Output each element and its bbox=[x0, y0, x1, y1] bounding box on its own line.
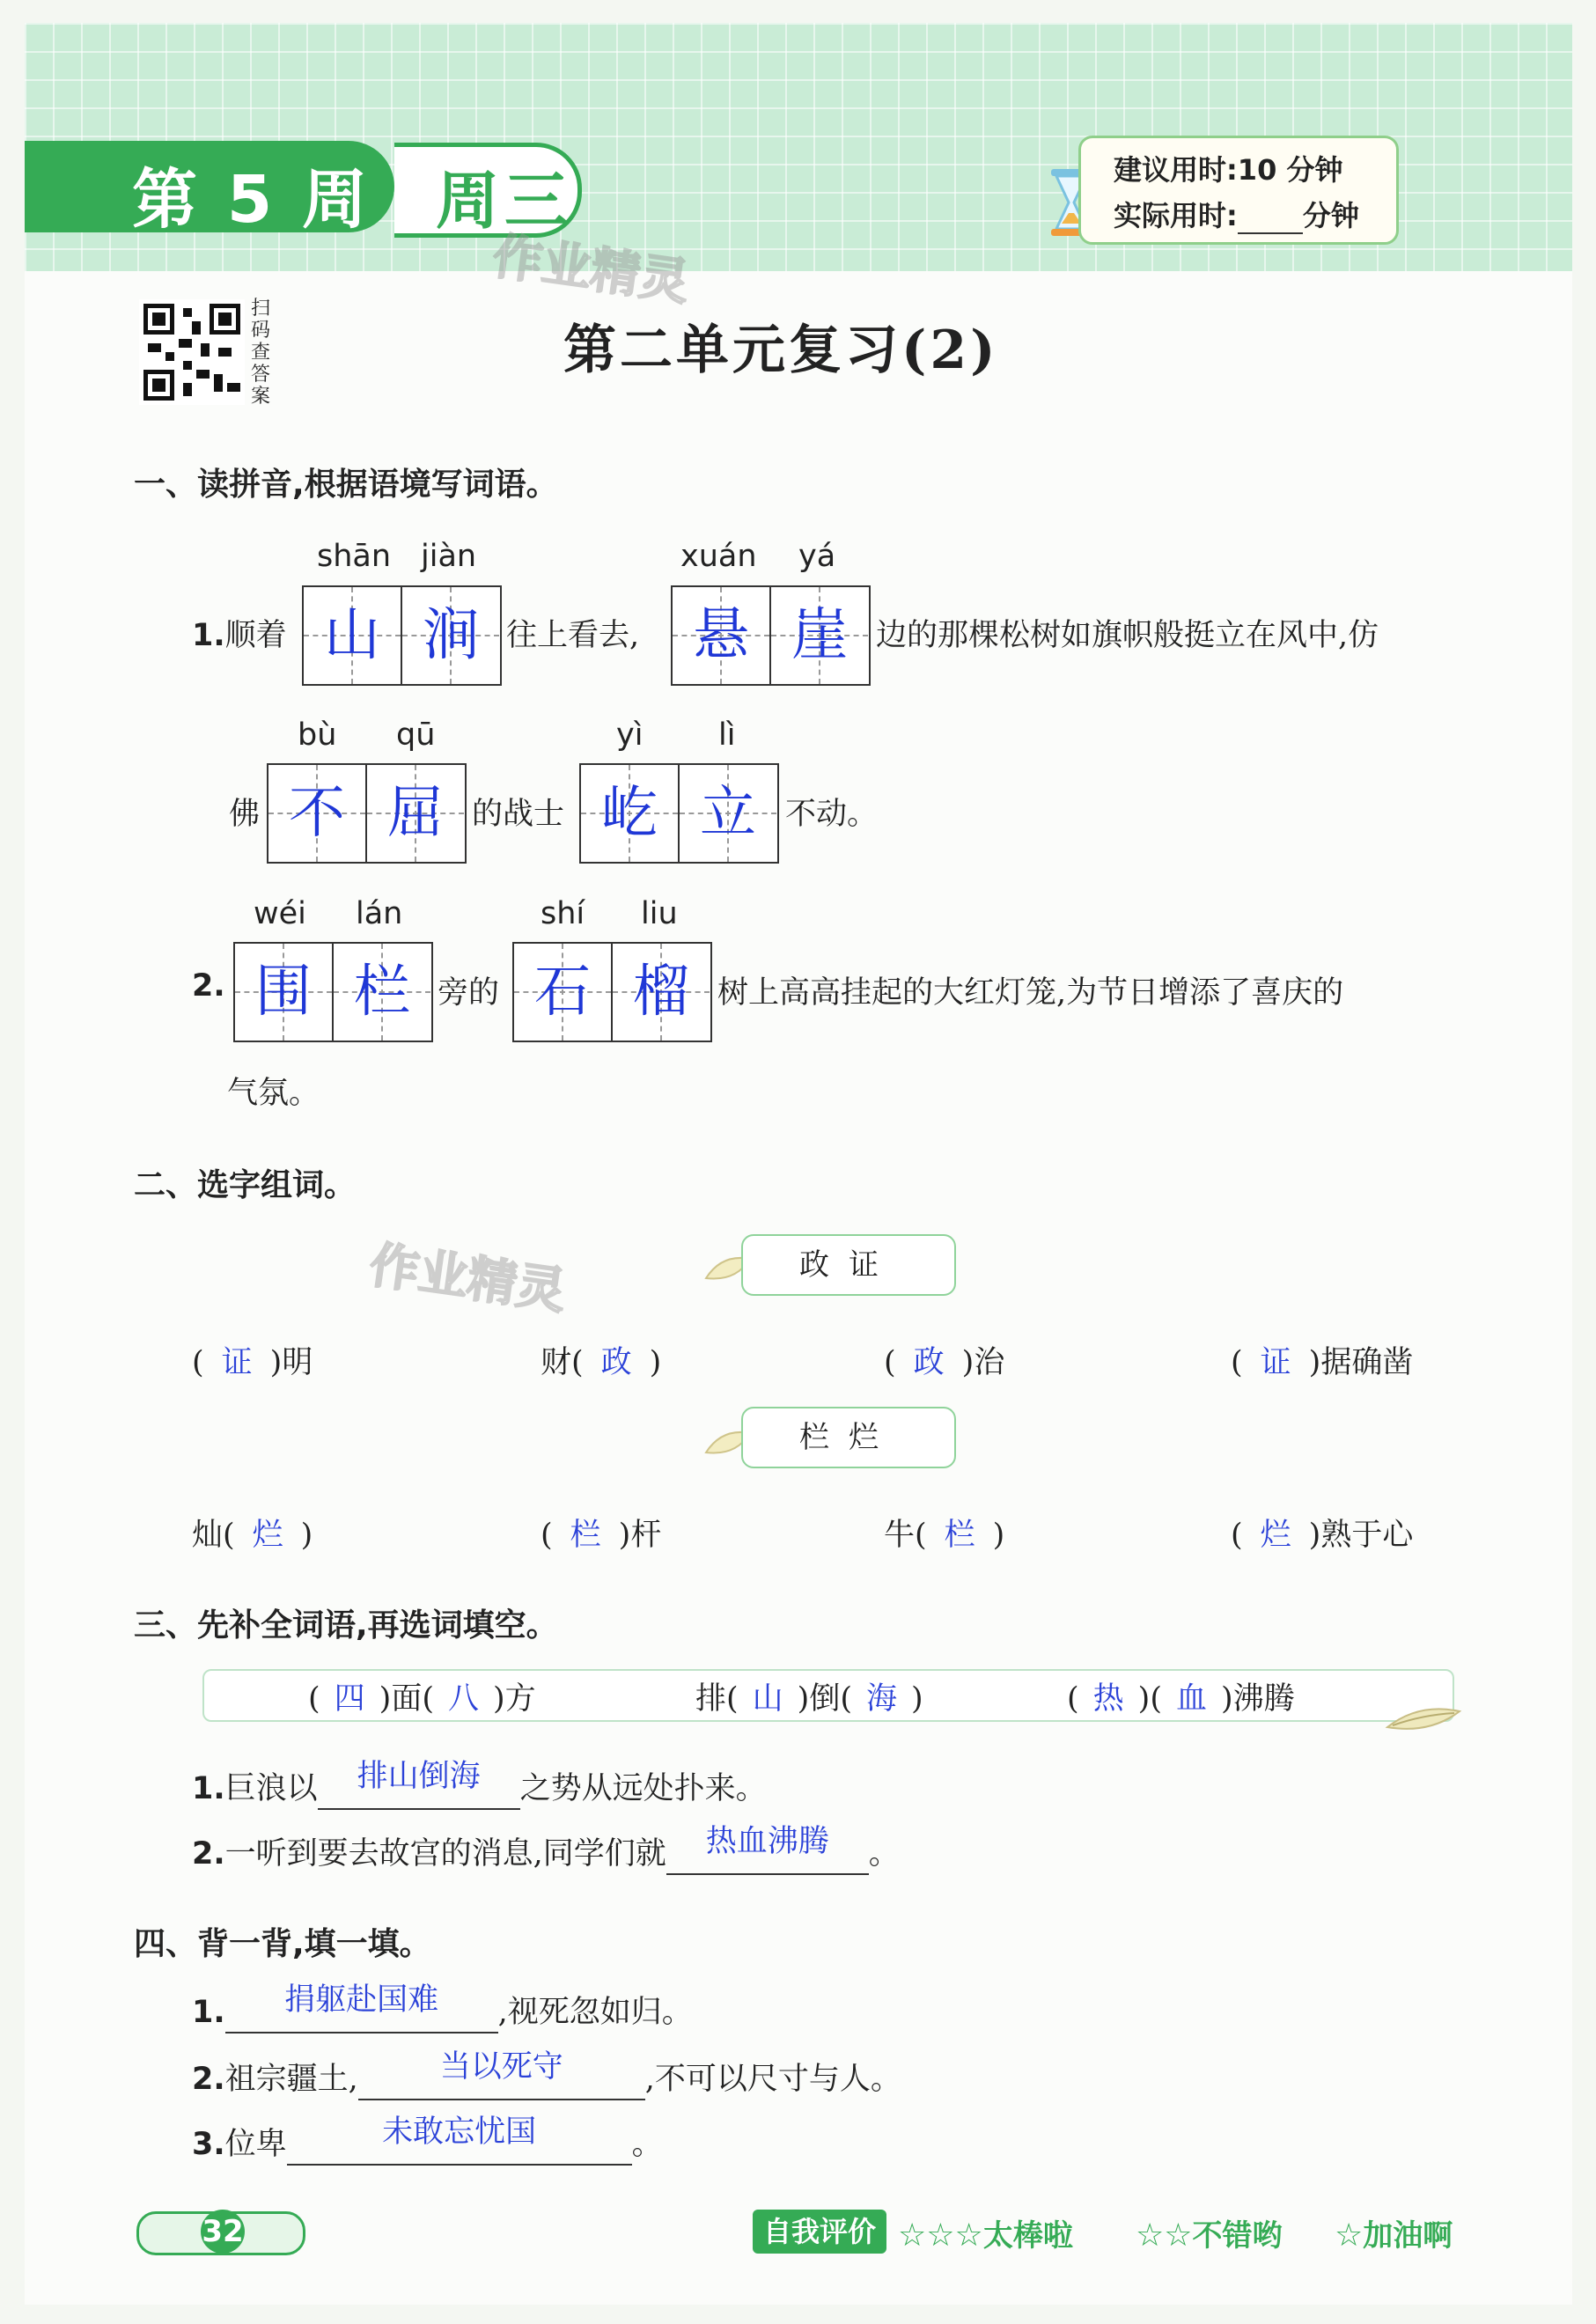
star-icon: ☆☆☆ bbox=[898, 2217, 983, 2254]
watermark: 作业精灵 bbox=[489, 227, 693, 313]
answer-char: 海 bbox=[865, 1681, 897, 1717]
answer-blank[interactable] bbox=[318, 1759, 520, 1810]
pinyin: qū bbox=[396, 717, 436, 753]
question-text: 旁的 bbox=[438, 975, 500, 1011]
question-number: 1. bbox=[192, 1771, 225, 1806]
section-1-heading: 一、读拼音,根据语境写词语。 bbox=[134, 467, 558, 503]
answer-text: 排山倒海 bbox=[357, 1759, 481, 1794]
answer-char: 烂 bbox=[1260, 1518, 1291, 1553]
answer-char: 政 bbox=[600, 1345, 632, 1380]
question-text: 树上高高挂起的大红灯笼,为节日增添了喜庆的 bbox=[717, 975, 1344, 1011]
answer-blank[interactable] bbox=[287, 2114, 632, 2166]
suggested-time: 建议用时:10 分钟 bbox=[1114, 153, 1343, 187]
question-text: 佛 bbox=[229, 797, 261, 832]
section-4-heading: 四、背一背,填一填。 bbox=[134, 1926, 431, 1962]
question-text: 的战士 bbox=[472, 797, 565, 832]
answer-char: 八 bbox=[447, 1681, 479, 1717]
fill-item[interactable]: ( 政 )治 bbox=[884, 1345, 1005, 1380]
star-icon: ☆ bbox=[1335, 2217, 1364, 2254]
question-number: 2. bbox=[192, 2062, 225, 2097]
rating-excellent[interactable]: ☆☆☆太棒啦 bbox=[898, 2217, 1073, 2254]
qr-label: 扫码查答案 bbox=[251, 298, 271, 408]
question-2: 2.祖宗疆土, 当以死守 ,不可以尺寸与人。 bbox=[192, 2055, 901, 2100]
answer-blank[interactable] bbox=[666, 1824, 869, 1875]
question-1: 1.巨浪以 排山倒海 之势从远处扑来。 bbox=[192, 1764, 767, 1810]
answer-char: 山 bbox=[324, 603, 380, 668]
actual-time-label: 实际用时: bbox=[1114, 199, 1238, 232]
week-label: 第 5 周 bbox=[132, 162, 371, 238]
pinyin: jiàn bbox=[421, 539, 477, 574]
idiom-fill[interactable]: ( 热 )( 血 )沸腾 bbox=[1067, 1681, 1295, 1717]
answer-char: 涧 bbox=[423, 603, 479, 668]
pinyin: yá bbox=[798, 539, 836, 574]
page-number: 32 bbox=[201, 2210, 245, 2254]
question-text: 气氛。 bbox=[227, 1076, 320, 1111]
fill-item[interactable]: 财( 政 ) bbox=[541, 1345, 662, 1380]
rating-good[interactable]: ☆☆不错哟 bbox=[1136, 2217, 1283, 2254]
answer-char: 热 bbox=[1092, 1681, 1124, 1717]
answer-char: 立 bbox=[700, 781, 756, 846]
question-2: 2.一听到要去故宫的消息,同学们就 热血沸腾 。 bbox=[192, 1829, 900, 1875]
pinyin: liu bbox=[641, 896, 678, 931]
fill-item[interactable]: ( 证 )明 bbox=[192, 1345, 313, 1380]
actual-time-blank[interactable] bbox=[1238, 208, 1303, 234]
fill-item[interactable]: ( 证 )据确凿 bbox=[1231, 1345, 1414, 1380]
fill-item[interactable]: ( 栏 )杆 bbox=[541, 1518, 662, 1553]
answer-grid[interactable] bbox=[579, 763, 779, 864]
question-number: 1. bbox=[192, 1995, 225, 2030]
idiom-fill[interactable]: ( 四 )面( 八 )方 bbox=[308, 1681, 536, 1717]
pinyin: lì bbox=[718, 717, 736, 753]
question-1 bbox=[192, 611, 287, 655]
star-icon: ☆☆ bbox=[1136, 2217, 1193, 2254]
actual-time bbox=[1114, 194, 1359, 234]
answer-char: 屈 bbox=[387, 781, 444, 846]
answer-char: 栏 bbox=[570, 1518, 601, 1553]
watermark: 作业精灵 bbox=[365, 1236, 570, 1321]
answer-char: 证 bbox=[221, 1345, 253, 1380]
question-text: 边的那棵松树如旗帜般挺立在风中,仿 bbox=[876, 618, 1379, 653]
pinyin: yì bbox=[616, 717, 644, 753]
char-choice-chip: 栏烂 bbox=[741, 1407, 956, 1468]
day-label: 周三 bbox=[436, 164, 574, 238]
answer-grid[interactable] bbox=[233, 942, 433, 1042]
answer-char: 四 bbox=[334, 1681, 365, 1717]
question-1: 1. 捐躯赴国难 ,视死忽如归。 bbox=[192, 1988, 693, 2034]
fill-item[interactable]: 灿( 烂 ) bbox=[192, 1518, 313, 1553]
question-number: 2. bbox=[192, 968, 225, 1004]
fill-item[interactable]: 牛( 栏 ) bbox=[884, 1518, 1005, 1553]
answer-blank[interactable] bbox=[358, 2049, 645, 2100]
answer-grid[interactable] bbox=[512, 942, 712, 1042]
answer-grid[interactable] bbox=[267, 763, 467, 864]
answer-char: 栏 bbox=[354, 960, 410, 1025]
qr-code-icon[interactable] bbox=[139, 299, 245, 405]
question-text: 不动。 bbox=[785, 797, 879, 832]
question-2 bbox=[192, 968, 225, 1004]
rating-try[interactable]: ☆加油啊 bbox=[1335, 2217, 1453, 2254]
pinyin: bù bbox=[298, 717, 337, 753]
char-choice-chip: 政证 bbox=[741, 1234, 956, 1296]
answer-text: 捐躯赴国难 bbox=[284, 1982, 439, 2018]
pinyin: shí bbox=[541, 896, 585, 931]
question-text: 顺着 bbox=[224, 618, 287, 653]
answer-grid[interactable] bbox=[302, 585, 502, 686]
question-number: 2. bbox=[192, 1836, 225, 1872]
fill-item[interactable]: ( 烂 )熟于心 bbox=[1231, 1518, 1414, 1553]
question-number: 3. bbox=[192, 2127, 225, 2162]
answer-char: 政 bbox=[913, 1345, 945, 1380]
answer-char: 崖 bbox=[791, 603, 848, 668]
idiom-fill[interactable]: 排( 山 )倒( 海 ) bbox=[695, 1681, 923, 1717]
answer-char: 血 bbox=[1175, 1681, 1207, 1717]
pinyin: lán bbox=[356, 896, 403, 931]
answer-char: 围 bbox=[255, 960, 312, 1025]
answer-char: 山 bbox=[752, 1681, 783, 1717]
question-number: 1. bbox=[192, 618, 225, 653]
answer-text: 当以死守 bbox=[439, 2049, 563, 2085]
answer-char: 屹 bbox=[601, 781, 658, 846]
answer-text: 未敢忘忧国 bbox=[382, 2114, 537, 2150]
answer-char: 不 bbox=[289, 781, 345, 846]
answer-char: 石 bbox=[534, 960, 591, 1025]
pinyin: shān bbox=[317, 539, 392, 574]
page-title: 第二单元复习(2) bbox=[563, 320, 999, 381]
section-2-heading: 二、选字组词。 bbox=[134, 1167, 357, 1203]
question-text: 往上看去, bbox=[506, 618, 640, 653]
pinyin: wéi bbox=[254, 896, 306, 931]
answer-grid[interactable] bbox=[671, 585, 871, 686]
answer-text: 热血沸腾 bbox=[705, 1824, 829, 1859]
answer-char: 烂 bbox=[252, 1518, 283, 1553]
pinyin: xuán bbox=[680, 539, 757, 574]
answer-char: 栏 bbox=[944, 1518, 975, 1553]
section-3-heading: 三、先补全词语,再选词填空。 bbox=[134, 1607, 558, 1644]
leaf-icon bbox=[1384, 1699, 1463, 1734]
answer-char: 悬 bbox=[693, 603, 749, 668]
answer-char: 榴 bbox=[633, 960, 689, 1025]
question-3: 3.位卑 未敢忘忧国 。 bbox=[192, 2120, 663, 2166]
self-eval-label: 自我评价 bbox=[753, 2210, 886, 2254]
actual-time-unit: 分钟 bbox=[1302, 199, 1359, 232]
answer-char: 证 bbox=[1260, 1345, 1291, 1380]
